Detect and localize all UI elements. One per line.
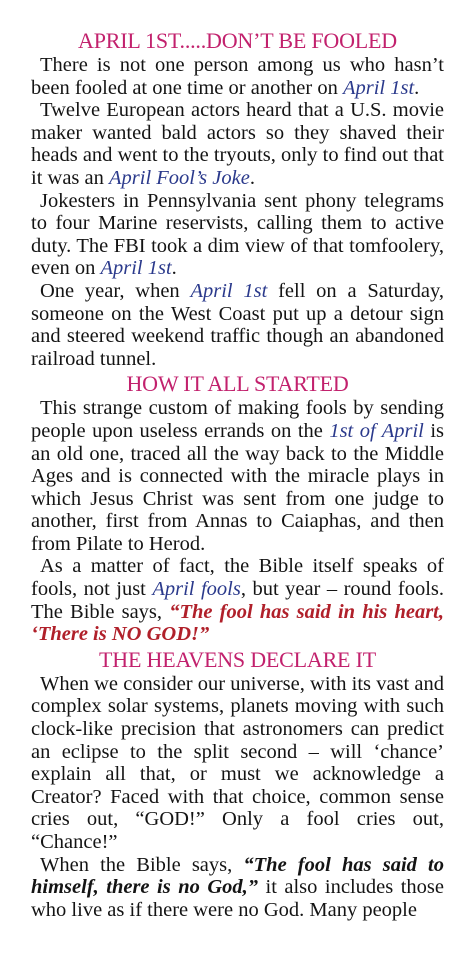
section-heading-april-1st: APRIL 1ST.....DON’T BE FOOLED	[78, 28, 397, 53]
highlight-april-1st: April 1st	[190, 279, 268, 302]
paragraph-text: One year, when	[40, 279, 191, 302]
highlight-april-1st: April 1st	[342, 76, 415, 99]
paragraph-text: As a matter of fact, the Bible itself speaks of fools, not just	[31, 555, 444, 601]
paragraph-text: fell on a Saturday, someone on the West Coast put up a detour sign and steered weekend traffic though an abandoned railroad tunnel.	[31, 279, 444, 370]
paragraph-text: Jokesters in Pennsylvania sent phony telegrams to four Marine reservists, calling them to active duty. The FBI took a dim view of that tomfoolery, even on	[31, 189, 444, 280]
highlight-1st-of-april: 1st of April	[329, 419, 424, 442]
paragraph-fooled	[31, 54, 444, 99]
bible-quote: “The fool has said in his heart, ‘There is NO GOD!”	[31, 600, 444, 646]
paragraph-text: it also includes those who live as if there were no God. Many people	[31, 876, 444, 921]
paragraph-text: When the Bible says,	[40, 853, 244, 876]
highlight-april-1st: April 1st	[100, 257, 172, 280]
paragraph-universe	[31, 673, 444, 854]
paragraph-text: This strange custom of making fools by sending people upon useless errands on the	[31, 397, 444, 442]
paragraph-bald-actors	[31, 99, 444, 189]
paragraph-detour	[31, 280, 444, 370]
highlight-april-fools-joke: April Fool’s Joke	[109, 166, 250, 189]
paragraph-text: .	[249, 166, 255, 189]
bible-quote-bold: “The fool has said to himself, there is no God,”	[31, 853, 444, 899]
paragraph-text: is an old one, traced all the way back to the Middle Ages and is connected with the miracle plays in which Jesus Christ was sent from one judge to another, first from Annas to Caiaphas, and then from Pilate to Herod.	[31, 419, 444, 555]
paragraph-bible-fools	[31, 555, 444, 645]
section-heading-how-it-started: HOW IT ALL STARTED	[126, 371, 349, 397]
paragraph-text: Twelve European actors heard that a U.S. movie maker wanted bald actors so they shaved their heads and went to the tryouts, only to find out that it was an	[31, 99, 444, 189]
paragraph-text: When we consider our universe, with its vast and complex solar systems, planets moving with such clock-like precision that astronomers can predict an eclipse to the split second – will ‘chance’ explain all that, or must we acknowledge a Creator? Faced with that choice, common sense cries out, “GOD!” Only a fool cries out, “Chance!”	[31, 672, 444, 853]
section-heading-heavens-declare: THE HEAVENS DECLARE IT	[99, 646, 376, 672]
paragraph-fool-said	[31, 854, 444, 922]
highlight-april-fools: April fools	[152, 578, 241, 601]
paragraph-text: There is not one person among us who hasn’t been fooled at one time or another on	[31, 54, 444, 99]
paragraph-strange-custom	[31, 397, 444, 555]
paragraph-text: , but year – round fools. The Bible says,	[31, 578, 444, 623]
paragraph-text: .	[414, 76, 420, 99]
paragraph-text: .	[171, 257, 177, 280]
paragraph-jokesters	[31, 190, 444, 280]
